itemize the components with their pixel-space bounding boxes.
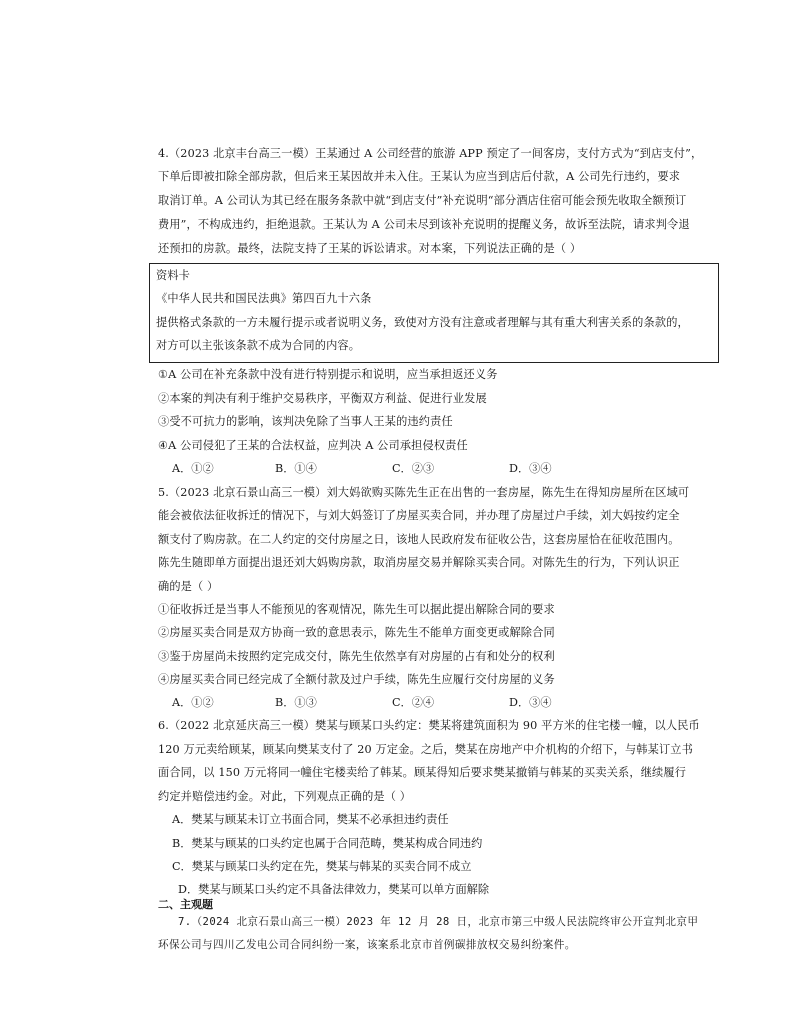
q6-stem-line: 6.（2022 北京延庆高三一模）樊某与顾某口头约定：樊某将建筑面积为 90 平方米的住宅楼一幢，以人民币 (158, 719, 700, 732)
q6-stem-line: 120 万元卖给顾某，顾某向樊某支付了 20 万定金。之后，樊某在房地产中介机构的介绍下，与韩某订立书 (158, 743, 693, 756)
q4-option-c[interactable]: C．②③ (392, 462, 435, 475)
q5-option-d[interactable]: D．③④ (509, 696, 552, 709)
q7-stem-line: 环保公司与四川乙发电公司合同纠纷一案，该案系北京市首例碳排放权交易纠纷案件。 (158, 939, 576, 951)
q4-stem-line: 还预扣的房款。最终，法院支持了王某的诉讼请求。对本案，下列说法正确的是（ ） (158, 242, 582, 255)
q4-option-b[interactable]: B．①④ (275, 462, 317, 475)
q5-statement: ③鉴于房屋尚未按照约定完成交付，陈先生依然享有对房屋的占有和处分的权利 (158, 650, 555, 663)
info-card (149, 263, 719, 363)
q4-stem-line: 下单后即被扣除全部房款，但后来王某因故并未入住。王某认为应当到店后付款，A 公司先行违约，要求 (158, 170, 681, 183)
q6-stem-line: 约定并赔偿违约金。对此，下列观点正确的是（ ） (158, 790, 412, 803)
q6-option-b[interactable]: B．樊某与顾某的口头约定也属于合同范畴，樊某构成合同违约 (172, 837, 483, 850)
q4-statement: ③受不可抗力的影响，该判决免除了当事人王某的违约责任 (158, 415, 453, 428)
q5-stem-line: 确的是（ ） (158, 580, 219, 593)
q4-stem-line: 取消订单。A 公司认为其已经在服务条款中就“到店支付”补充说明“部分酒店住宿可能会预先收取全额预订 (158, 194, 687, 207)
q5-stem-line: 能会被依法征收拆迁的情况下，与刘大妈签订了房屋买卖合同，并办理了房屋过户手续，刘大妈按约定全 (158, 509, 680, 522)
q7-stem-line: 7.（2024 北京石景山高三一模）2023 年 12 月 28 日，北京市第三中级人民法院终审公开宣判北京甲 (178, 916, 699, 928)
q5-statement: ②房屋买卖合同是双方协商一致的意思表示，陈先生不能单方面变更或解除合同 (158, 626, 555, 639)
info-card-law: 《中华人民共和国民法典》第四百九十六条 (156, 292, 372, 305)
q5-stem-line: 5.（2023 北京石景山高三一模）刘大妈欲购买陈先生正在出售的一套房屋，陈先生在得知房屋所在区域可 (158, 486, 690, 499)
info-card-text: 对方可以主张该条款不成为合同的内容。 (156, 339, 361, 352)
q5-option-c[interactable]: C．②④ (392, 696, 435, 709)
q6-stem-line: 面合同，以 150 万元将同一幢住宅楼卖给了韩某。顾某得知后要求樊某撤销与韩某的买卖关系，继续履行 (158, 766, 687, 779)
q6-option-a[interactable]: A．樊某与顾某未订立书面合同，樊某不必承担违约责任 (172, 813, 449, 826)
q5-option-a[interactable]: A．①② (172, 696, 214, 709)
q4-statement: ④A 公司侵犯了王某的合法权益，应判决 A 公司承担侵权责任 (158, 439, 468, 452)
q5-stem-line: 额支付了购房款。在二人约定的交付房屋之日，该地人民政府发布征收公告，这套房屋恰在征收范围内。 (158, 533, 680, 546)
q4-stem-line: 4.（2023 北京丰台高三一模）王某通过 A 公司经营的旅游 APP 预定了一间客房，支付方式为“到店支付”， (158, 147, 703, 160)
q4-statement: ①A 公司在补充条款中没有进行特别提示和说明，应当承担返还义务 (158, 368, 498, 381)
q5-statement: ①征收拆迁是当事人不能预见的客观情况，陈先生可以据此提出解除合同的要求 (158, 603, 555, 616)
info-card-text: 提供格式条款的一方未履行提示或者说明义务，致使对方没有注意或者理解与其有重大利害关系的条款的， (156, 316, 689, 329)
q6-option-c[interactable]: C．樊某与顾某口头约定在先，樊某与韩某的买卖合同不成立 (172, 860, 472, 873)
q4-statement: ②本案的判决有利于维护交易秩序，平衡双方利益、促进行业发展 (158, 392, 487, 405)
q4-option-d[interactable]: D．③④ (509, 462, 552, 475)
section-heading: 二、主观题 (158, 898, 213, 911)
q5-option-b[interactable]: B．①③ (275, 696, 317, 709)
q5-statement: ④房屋买卖合同已经完成了全额付款及过户手续，陈先生应履行交付房屋的义务 (158, 673, 555, 686)
q6-option-d[interactable]: D．樊某与顾某口头约定不具备法律效力，樊某可以单方面解除 (178, 883, 490, 896)
q4-stem-line: 费用”，不构成违约，拒绝退款。王某认为 A 公司未尽到该补充说明的提醒义务，故诉至法院，请求判令退 (158, 218, 690, 231)
q5-stem-line: 陈先生随即单方面提出退还刘大妈购房款，取消房屋交易并解除买卖合同。对陈先生的行为，下列认识正 (158, 556, 680, 569)
q4-option-a[interactable]: A．①② (172, 462, 214, 475)
info-card-title: 资料卡 (156, 269, 191, 282)
